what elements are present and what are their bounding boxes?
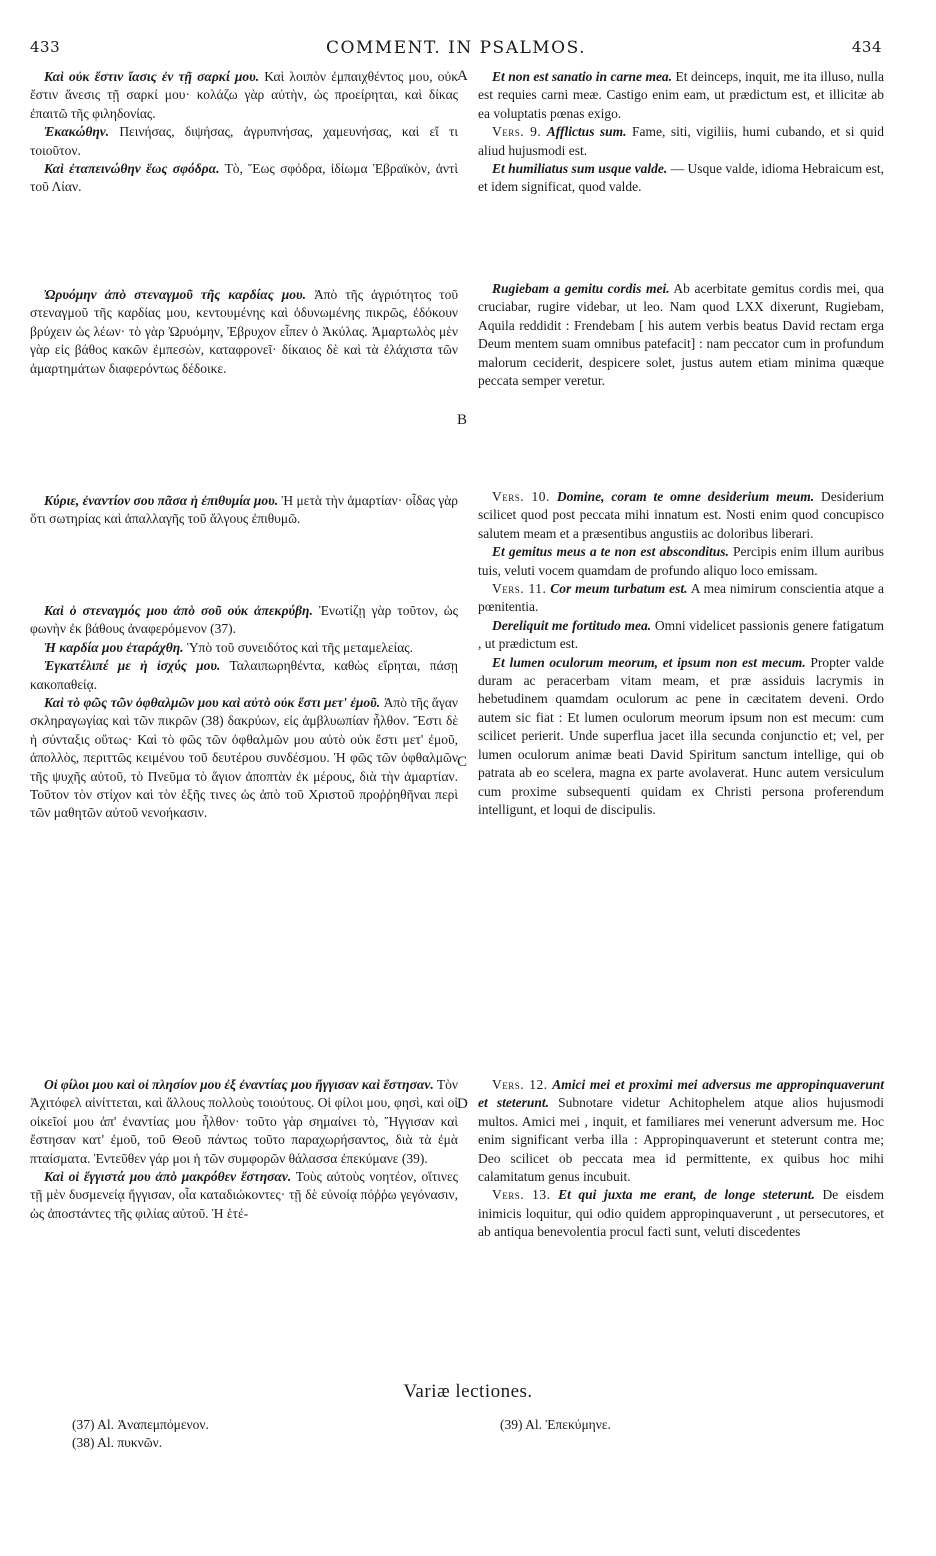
latin-lemma: Amici mei et proximi mei adversus me appropinquaverunt et steterunt.: [478, 1077, 884, 1111]
latin-text: Et deinceps, inquit, me ita illuso, nulla est requies carni meæ. Castigo enim eam, ut prædictum est, et illicitæ ab ea voluptatis pœnas exigo.: [478, 69, 885, 121]
greek-block-2: [30, 286, 458, 378]
latin-text: Fame, siti, vigiliis, humi cubando, et si quid aliud hujusmodi est.: [478, 124, 884, 158]
margin-letter-a: A: [457, 68, 468, 84]
variae-lectiones-heading: Variæ lectiones.: [403, 1381, 533, 1402]
latin-lemma: Dereliquit me fortitudo mea.: [492, 617, 652, 633]
latin-lemma: Et non est sanatio in carne mea.: [492, 69, 673, 84]
latin-block-3: [478, 488, 884, 819]
verse-number: Vers. 10.: [492, 489, 550, 504]
greek-block-3: [30, 492, 458, 529]
greek-text: Καὶ λοιπὸν ἐμπαιχθέντος μου, οὐκ ἔστιν ἄνεσις τῇ σαρκί μου· κολάζω γὰρ αὐτὴν, ὡς προείρηται, καὶ δίκας ἐπαιτῶ τῆς φιληδονίας.: [30, 69, 458, 121]
latin-text: — Usque valde, idioma Hebraicum est, et idem significat, quod valde.: [478, 161, 885, 195]
verse-number: Vers. 9.: [492, 124, 542, 140]
latin-text: Subnotare videtur Achitophelem atque alios hujusmodi multos. Amici mei , inquit, et familiares mei venerunt adversum me. Hoc enim significant verba illa : Appropinquaverunt et steterunt contra me; Deo scilicet ob peccata mea id permittente, ex quibus hoc mihi calamitatum genus incubuit.: [478, 1095, 884, 1185]
greek-text: Ταλαιπωρηθέντα, καθὼς εἴρηται, πάσῃ κακοπαθείᾳ.: [30, 658, 458, 692]
latin-block-4: [478, 1076, 884, 1242]
greek-text: Τοὺς αὐτοὺς νοητέον, οἵτινες τῇ μὲν δυσμενείᾳ ἤγγισαν, οἷα καταδιώκοντες· τῇ δὲ εὐνοίᾳ πόῤῥω γεγόνασιν, ὡς ἀποστάντες τῆς φιλίας αὐτοῦ. Ἡ ἑτέ-: [30, 1169, 459, 1221]
verse-number: Vers. 11.: [492, 581, 547, 597]
latin-lemma: Rugiebam a gemitu cordis mei.: [492, 281, 670, 296]
latin-lemma: Domine, coram te omne desiderium meum.: [556, 489, 815, 504]
greek-lemma: Ὠρυόμην ἀπὸ στεναγμοῦ τῆς καρδίας μου.: [44, 287, 306, 302]
latin-lemma: Cor meum turbatum est.: [550, 581, 688, 597]
latin-text: A mea nimirum conscientia atque a pœnitentia.: [478, 581, 884, 615]
greek-text: Τὸν Ἀχιτόφελ αἰνίττεται, καὶ ἄλλους πολλοὺς τοιούτους. Οἱ φίλοι μου, φησὶ, καὶ οἱ οἰκεῖοί μου ἀπ' ἐναντίας μου ἦλθον· τοῦτο γὰρ σημαίνει τὸ, Ἤγγισαν καὶ ἔστησαν κατ' ἐμοῦ, τοῦ Θεοῦ πάντως τοῦτο παραχωρήσαντος, διὰ τὰ ἐμὰ πταίσματα. Ἐντεῦθεν γάρ μοι ἡ τῶν συμφορῶν θάλασσα ἐπεκύμανε (39).: [30, 1077, 458, 1166]
greek-lemma: Καὶ ὁ στεναγμός μου ἀπὸ σοῦ οὐκ ἀπεκρύβη.: [44, 603, 313, 618]
greek-lemma: Καὶ οὐκ ἔστιν ἴασις ἐν τῇ σαρκί μου.: [44, 69, 260, 84]
latin-text: Propter valde duram ac peracerbam vitam meam, et præ assiduis lacrymis in hebetudinem quamdam oculorum ac pene in cæcitatem deveni. Ordo autem sic fiat : Et lumen oculorum meorum ipsum non est mecum: cum scilicet perierit. Unde superflua jacet illa secunda conjunctio et; vel, per lumen oculorum animæ beati David Spiritum sanctum intellige, qui ob patrata ab eo scelera, magna ex parte avolaverat. Hunc autem versiculum cum proxime subsequenti quidam ex Christi persona proferendum intelligunt, et loqui de discipulis.: [478, 654, 885, 817]
footnotes-left: [72, 1416, 209, 1452]
greek-lemma: Καὶ τὸ φῶς τῶν ὀφθαλμῶν μου καὶ αὐτὸ οὐκ ἔστι μετ' ἐμοῦ.: [44, 695, 381, 711]
footnote-38: (38) Al. πυκνῶν.: [72, 1435, 163, 1450]
verse-number: Vers. 12.: [492, 1077, 548, 1092]
greek-text: Πεινήσας, διψήσας, ἀγρυπνήσας, χαμευνήσας, καὶ εἴ τι τοιοῦτον.: [30, 124, 459, 158]
greek-text: Ἐνωτίζῃ γὰρ τοῦτον, ὡς φωνὴν ἐκ βάθους ἀναφερόμενον (37).: [30, 603, 459, 637]
latin-block-2: [478, 280, 884, 390]
latin-lemma: Et qui juxta me erant, de longe steterunt.: [558, 1187, 815, 1203]
latin-text: Desiderium scilicet quod post peccata mihi innatum est. Nosti enim quod concupisco salutem meam et a præsentibus angustiis ac doloribus liberari.: [478, 489, 884, 541]
margin-letter-c: C: [457, 754, 468, 770]
greek-lemma: Οἱ φίλοι μου καὶ οἱ πλησίον μου ἐξ ἐναντίας μου ἤγγισαν καὶ ἔστησαν.: [44, 1077, 434, 1092]
latin-lemma: Et humiliatus sum usque valde.: [492, 161, 668, 177]
latin-text: De eisdem inimicis loquitur, qui odio quidem appropinquaverunt , ut persecutores, et ab antiqua benevolentia procul facti sunt, veluti discedentes: [478, 1187, 885, 1240]
latin-block-1: [478, 68, 884, 197]
latin-text: Omni videlicet passionis genere fatigatum , ut prædictum est.: [478, 617, 884, 652]
running-title: COMMENT. IN PSALMOS.: [325, 38, 587, 58]
greek-lemma: Ἐκακώθην.: [44, 124, 110, 140]
greek-text: Τὸ, Ἕως σφόδρα, ἰδίωμα Ἑβραϊκὸν, ἀντὶ τοῦ Λίαν.: [30, 161, 458, 195]
footnote-39: (39) Al. Ἐπεκύμηνε.: [500, 1417, 611, 1432]
latin-lemma: Afflictus sum.: [546, 124, 627, 140]
greek-block-1: [30, 68, 458, 197]
latin-text: Ab acerbitate gemitus cordis mei, qua cruciabar, rugire videbar, ut leo. Nam quod LXX dixerunt, Rugiebam, Aquila reddidit : Frendebam [ his autem verbis beatus David rectam erga Deum mentem suam omnibus patefacit] : nam peccator cum in profundum malorum ceciderit, despicere solet, justus autem etiam minima quæque peccata semper veretur.: [478, 281, 884, 389]
greek-lemma: Καὶ ἐταπεινώθην ἕως σφόδρα.: [44, 161, 220, 177]
page-number-right: 434: [851, 38, 882, 56]
greek-lemma: Κύριε, ἐναντίον σου πᾶσα ἡ ἐπιθυμία μου.: [44, 493, 279, 508]
page-header: [30, 38, 882, 62]
verse-number: Vers. 13.: [492, 1187, 551, 1203]
greek-text: Ὑπὸ τοῦ συνειδότος καὶ τῆς μεταμελείας.: [186, 639, 414, 655]
greek-text: Ἀπὸ τῆς ἀγριότητος τοῦ στεναγμοῦ τῆς καρδίας μου, κεντουμένης καὶ ὀδυνωμένης πικρῶς, ἐδόκουν βρύχειν ὡς λέων· τὸ γὰρ Ὠρυόμην, Ἐβρυχον εἶπεν ὁ Ἀκύλας. Ἁμαρτωλὸς μὲν γὰρ εἰς βάθος κακῶν ἐμπεσὼν, καταφρονεῖ· δίκαιος δὲ καὶ τὰ ἐλάχιστα τῶν ἁμαρτημάτων διαφερόντως δέδοικε.: [30, 287, 459, 376]
greek-lemma: Ἐγκατέλιπέ με ἡ ἰσχύς μου.: [44, 658, 221, 674]
margin-letter-d: D: [457, 1096, 468, 1112]
footnote-37: (37) Al. Ἀναπεμπόμενον.: [72, 1417, 209, 1432]
greek-lemma: Καὶ οἱ ἔγγιστά μου ἀπὸ μακρόθεν ἔστησαν.: [44, 1169, 292, 1185]
latin-lemma: Et gemitus meus a te non est absconditus.: [492, 544, 729, 560]
greek-text: Ἀπὸ τῆς ἄγαν σκληραγωγίας καὶ τῶν πικρῶν (38) δακρύων, εἰς ἀμβλυωπίαν ἦλθον. Ἔστι δὲ ἡ σύνταξις οὕτως· Καὶ τὸ φῶς τῶν ὀφθαλμῶν μου αὐτὸ οὐκ ἔστι μετ' ἐμοῦ, ἀπολλὸς, περιττῶς κειμένου τοῦ δευτέρου συνδέσμου. Ἡ φῶς τῶν ὀφθαλμῶν τῆς ψυχῆς αὐτοῦ, τὸ Πνεῦμα τὸ ἅγιον ἀποπτὰν ἐκ μέρους, διὰ τὴν ἁμαρτίαν. Τοῦτον τὸν στίχον καὶ τὸν ἑξῆς τινες ὡς ἀπὸ τοῦ Χριστοῦ προῤῥηθῆναι περὶ τῶν μαθητῶν αὐτοῦ νενοήκασιν.: [30, 695, 458, 821]
margin-letter-b: B: [457, 412, 468, 428]
page-number-left: 433: [30, 38, 61, 56]
latin-text: Percipis enim illum auribus tuis, veluti vocem quamdam de profundo aliquo loco emissam.: [478, 544, 884, 578]
greek-lemma: Ἡ καρδία μου ἐταράχθη.: [44, 639, 184, 655]
greek-text: Ἡ μετὰ τὴν ἁμαρτίαν· οἶδας γὰρ ὅτι σωτηρίας καὶ ἀπαλλαγῆς τοῦ ἄλγους ἐπιθυμῶ.: [30, 493, 459, 527]
greek-block-4: [30, 602, 458, 823]
latin-lemma: Et lumen oculorum meorum, et ipsum non est mecum.: [492, 654, 806, 670]
greek-block-5: [30, 1076, 458, 1223]
footnotes-right: [500, 1416, 611, 1434]
